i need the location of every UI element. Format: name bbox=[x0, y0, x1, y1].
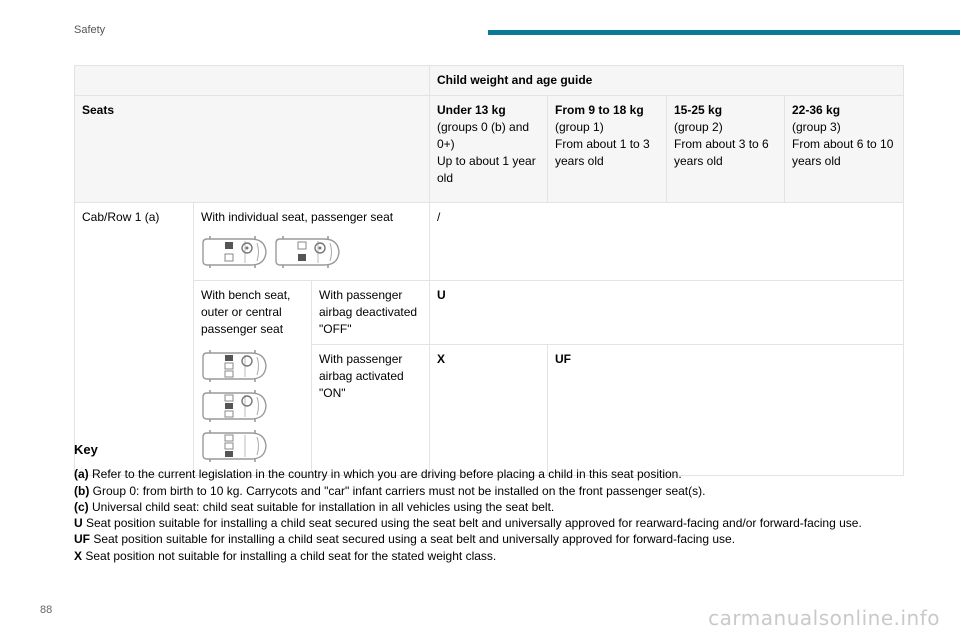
weight-group-0 bbox=[430, 96, 548, 203]
key-text: Group 0: from birth to 10 kg. Carrycots and "car" infant carriers must not be installed on the front passenger seat(s). bbox=[89, 483, 706, 498]
bench-seat-label: With bench seat, outer or central passenger seat bbox=[201, 288, 291, 336]
key-item-c bbox=[74, 499, 914, 515]
group-label: (groups 0 (b) and 0+) bbox=[437, 120, 530, 151]
weight-group-1 bbox=[548, 96, 667, 203]
car-seat-diagram-icon bbox=[274, 234, 342, 270]
page-number: 88 bbox=[40, 604, 53, 616]
key-text: Seat position suitable for installing a child seat secured using the seat belt and universally approved for rearward-facing and/or forward-facing use. bbox=[82, 516, 862, 531]
age-label: From about 1 to 3 years old bbox=[555, 137, 650, 168]
seats-label: Seats bbox=[75, 96, 430, 203]
key-title: Key bbox=[74, 442, 98, 457]
weight-label: 15-25 kg bbox=[674, 103, 723, 117]
car-seat-diagram-icon bbox=[201, 234, 269, 270]
row-label-cab: Cab/Row 1 (a) bbox=[75, 203, 194, 476]
key-item-b bbox=[74, 483, 914, 499]
age-label: From about 6 to 10 years old bbox=[792, 137, 894, 168]
airbag-on-value-x: X bbox=[430, 345, 548, 476]
key-text: Seat position not suitable for installing a child seat for the stated weight class. bbox=[82, 548, 497, 563]
key-section bbox=[74, 442, 914, 564]
weight-group-2 bbox=[667, 96, 785, 203]
individual-seat-value: / bbox=[430, 203, 904, 281]
key-code: (b) bbox=[74, 483, 90, 498]
key-item-a bbox=[74, 466, 914, 482]
section-accent-bar bbox=[488, 30, 960, 35]
age-label: Up to about 1 year old bbox=[437, 154, 536, 185]
child-seat-table bbox=[74, 65, 904, 476]
airbag-off-value: U bbox=[430, 281, 904, 345]
watermark-logo: carmanualsonline.info bbox=[708, 606, 940, 630]
key-code: (a) bbox=[74, 467, 89, 482]
table-subheader-row bbox=[75, 96, 904, 203]
header-weight-guide: Child weight and age guide bbox=[430, 66, 904, 96]
group-label: (group 3) bbox=[792, 120, 841, 134]
weight-label: 22-36 kg bbox=[792, 103, 841, 117]
airbag-on-label: With passenger airbag activated "ON" bbox=[312, 345, 430, 476]
key-code: (c) bbox=[74, 499, 89, 514]
weight-label: From 9 to 18 kg bbox=[555, 103, 644, 117]
table-header-row bbox=[75, 66, 904, 96]
key-item-u bbox=[74, 515, 914, 531]
key-code: UF bbox=[74, 532, 90, 547]
key-text: Refer to the current legislation in the country in which you are driving before placing a child in this seat position. bbox=[88, 467, 682, 482]
key-item-uf bbox=[74, 531, 914, 547]
key-text: Universal child seat: child seat suitable for installation in all vehicles using the seat belt. bbox=[88, 499, 555, 514]
car-bench-outer-icon bbox=[201, 348, 269, 384]
key-item-x bbox=[74, 548, 914, 564]
key-code: U bbox=[74, 516, 83, 531]
section-title: Safety bbox=[74, 24, 106, 36]
weight-group-3 bbox=[785, 96, 904, 203]
airbag-on-value-uf: UF bbox=[548, 345, 904, 476]
header-blank-cell bbox=[75, 66, 430, 96]
individual-seat-cell bbox=[194, 203, 430, 281]
weight-label: Under 13 kg bbox=[437, 103, 506, 117]
individual-seat-label: With individual seat, passenger seat bbox=[201, 210, 394, 224]
key-text: Seat position suitable for installing a child seat secured using a seat belt and universally approved for forward-facing use. bbox=[90, 532, 736, 547]
key-code: X bbox=[74, 548, 83, 563]
car-bench-central-icon bbox=[201, 388, 269, 424]
table-row-individual bbox=[75, 203, 904, 281]
group-label: (group 1) bbox=[555, 120, 604, 134]
airbag-off-label: With passenger airbag deactivated "OFF" bbox=[312, 281, 430, 345]
table-row-airbag-off bbox=[75, 281, 904, 345]
age-label: From about 3 to 6 years old bbox=[674, 137, 769, 168]
group-label: (group 2) bbox=[674, 120, 723, 134]
